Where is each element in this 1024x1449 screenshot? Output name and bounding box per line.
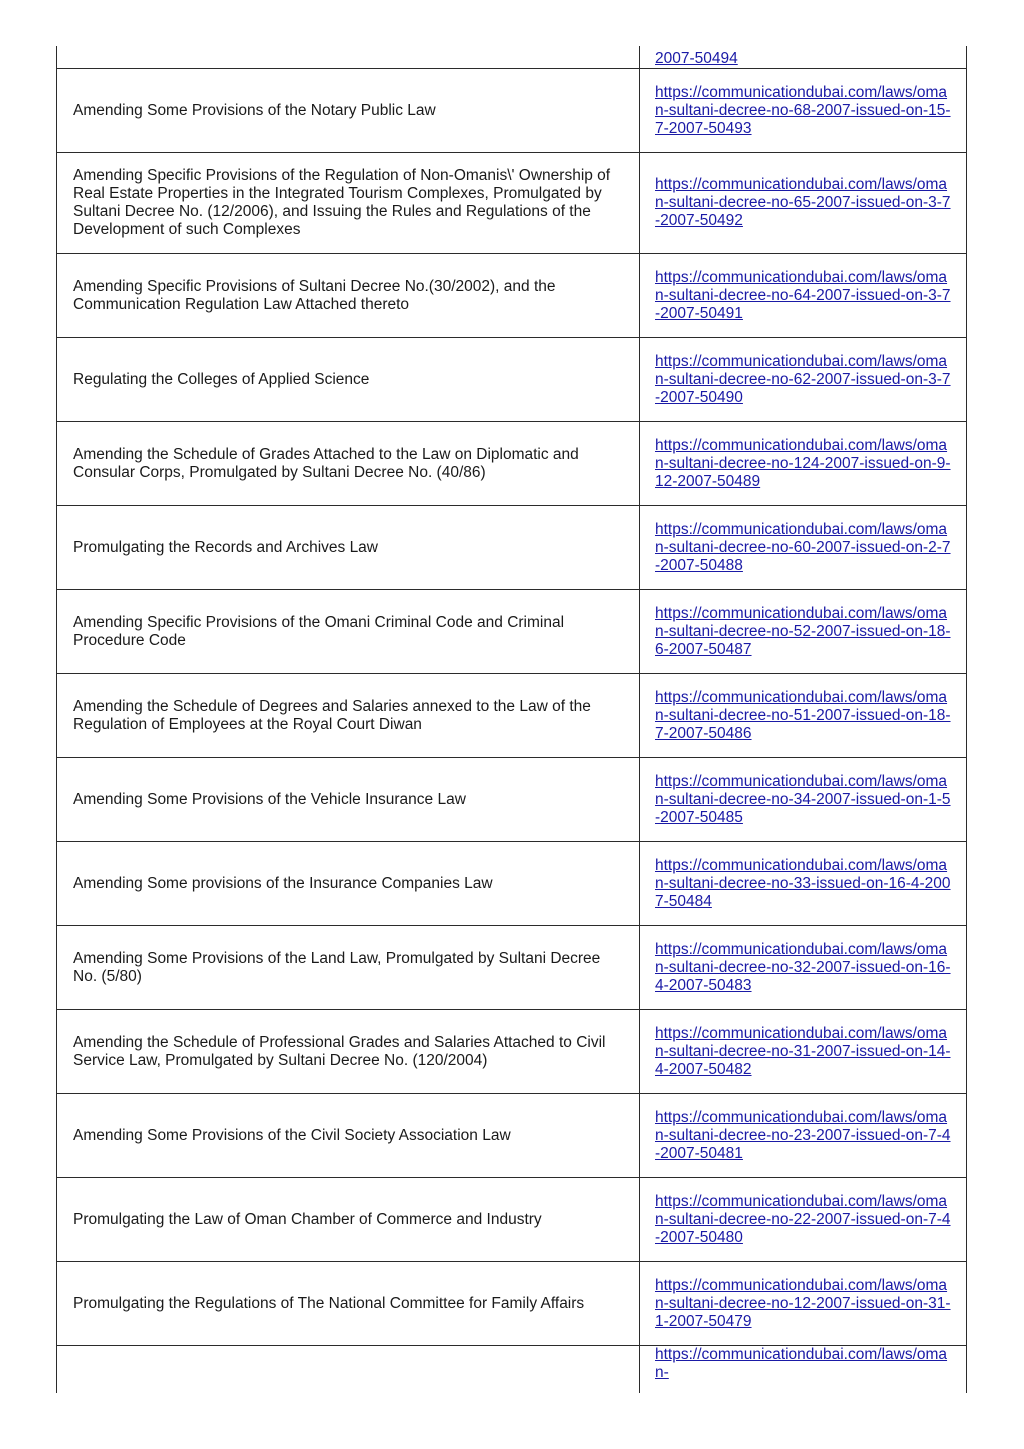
table-row (57, 758, 967, 842)
law-link[interactable]: https://communicationdubai.com/laws/oman-sultani-decree-no-52-2007-issued-on-18-6-2007-50487 (655, 604, 951, 658)
table-row (57, 674, 967, 758)
law-title (57, 46, 640, 69)
law-title: Amending the Schedule of Professional Grades and Salaries Attached to Civil Service Law, Promulgated by Sultani Decree No. (120/2004) (57, 1010, 640, 1094)
law-title: Amending Some provisions of the Insurance Companies Law (57, 842, 640, 926)
law-title: Promulgating the Records and Archives Law (57, 506, 640, 590)
law-link[interactable]: 2007-50494 (655, 50, 738, 67)
law-link[interactable]: https://communicationdubai.com/laws/oman-sultani-decree-no-33-issued-on-16-4-2007-50484 (655, 856, 951, 910)
law-title: Promulgating the Regulations of The National Committee for Family Affairs (57, 1262, 640, 1346)
law-title: Amending Some Provisions of the Notary Public Law (57, 69, 640, 153)
law-link[interactable]: https://communicationdubai.com/laws/oman-sultani-decree-no-22-2007-issued-on-7-4-2007-50480 (655, 1192, 951, 1246)
law-link[interactable]: https://communicationdubai.com/laws/oman-sultani-decree-no-64-2007-issued-on-3-7-2007-50491 (655, 268, 951, 322)
law-link[interactable]: https://communicationdubai.com/laws/oman-sultani-decree-no-32-2007-issued-on-16-4-2007-50483 (655, 940, 951, 994)
law-title: Amending Some Provisions of the Land Law, Promulgated by Sultani Decree No. (5/80) (57, 926, 640, 1010)
law-title: Amending Specific Provisions of the Regulation of Non-Omanis\' Ownership of Real Estate Properties in the Integrated Tourism Complexes, Promulgated by Sultani Decree No. (12/2006), and Issuing the Rules and Regulations of the Development of such Complexes (57, 153, 640, 254)
law-title: Amending the Schedule of Grades Attached to the Law on Diplomatic and Consular Corps, Promulgated by Sultani Decree No. (40/86) (57, 422, 640, 506)
law-link[interactable]: https://communicationdubai.com/laws/oman-sultani-decree-no-51-2007-issued-on-18-7-2007-50486 (655, 688, 951, 742)
law-link[interactable]: https://communicationdubai.com/laws/oman-sultani-decree-no-12-2007-issued-on-31-1-2007-50479 (655, 1276, 951, 1330)
table-row (57, 1178, 967, 1262)
law-link[interactable]: https://communicationdubai.com/laws/oman-sultani-decree-no-124-2007-issued-on-9-12-2007-50489 (655, 436, 951, 490)
law-link[interactable]: https://communicationdubai.com/laws/oman- (655, 1346, 948, 1381)
law-title: Amending Specific Provisions of Sultani Decree No.(30/2002), and the Communication Regulation Law Attached thereto (57, 254, 640, 338)
law-title: Amending Some Provisions of the Vehicle Insurance Law (57, 758, 640, 842)
table-row (57, 1094, 967, 1178)
law-title: Amending Specific Provisions of the Omani Criminal Code and Criminal Procedure Code (57, 590, 640, 674)
table-row (57, 422, 967, 506)
laws-table (56, 46, 967, 1393)
law-link[interactable]: https://communicationdubai.com/laws/oman-sultani-decree-no-23-2007-issued-on-7-4-2007-50481 (655, 1108, 951, 1162)
table-row (57, 338, 967, 422)
law-title (57, 1346, 640, 1394)
table-row (57, 69, 967, 153)
table-row (57, 590, 967, 674)
law-title: Amending Some Provisions of the Civil Society Association Law (57, 1094, 640, 1178)
table-row (57, 46, 967, 69)
table-row (57, 506, 967, 590)
table-row (57, 926, 967, 1010)
table-row (57, 1346, 967, 1394)
table-row (57, 153, 967, 254)
law-link[interactable]: https://communicationdubai.com/laws/oman-sultani-decree-no-62-2007-issued-on-3-7-2007-50490 (655, 352, 951, 406)
law-link[interactable]: https://communicationdubai.com/laws/oman-sultani-decree-no-31-2007-issued-on-14-4-2007-50482 (655, 1024, 951, 1078)
law-title: Regulating the Colleges of Applied Science (57, 338, 640, 422)
table-row (57, 1262, 967, 1346)
table-row (57, 842, 967, 926)
law-link[interactable]: https://communicationdubai.com/laws/oman-sultani-decree-no-65-2007-issued-on-3-7-2007-50492 (655, 176, 951, 229)
law-link[interactable]: https://communicationdubai.com/laws/oman-sultani-decree-no-68-2007-issued-on-15-7-2007-50493 (655, 83, 951, 137)
law-title: Promulgating the Law of Oman Chamber of Commerce and Industry (57, 1178, 640, 1262)
law-link[interactable]: https://communicationdubai.com/laws/oman-sultani-decree-no-34-2007-issued-on-1-5-2007-50485 (655, 772, 951, 826)
law-title: Amending the Schedule of Degrees and Salaries annexed to the Law of the Regulation of Employees at the Royal Court Diwan (57, 674, 640, 758)
law-link[interactable]: https://communicationdubai.com/laws/oman-sultani-decree-no-60-2007-issued-on-2-7-2007-50488 (655, 520, 951, 574)
table-row (57, 1010, 967, 1094)
table-row (57, 254, 967, 338)
